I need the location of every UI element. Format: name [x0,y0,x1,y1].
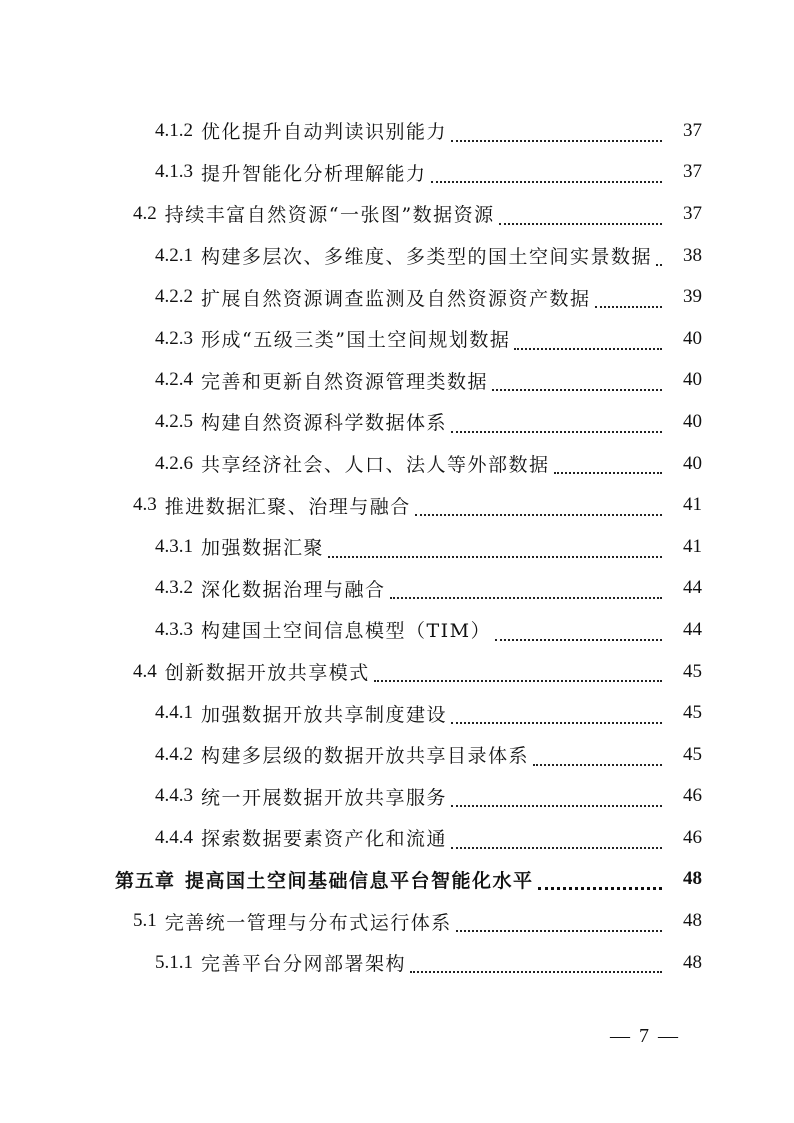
toc-entry[interactable] [0,360,794,402]
toc-dot-leader [410,970,662,973]
toc-entry[interactable] [0,526,794,568]
toc-dot-leader [554,471,662,474]
toc-dot-leader [456,929,662,932]
toc-entry-number: 5.1.1 [155,951,193,973]
toc-entry-number: 4.1.2 [155,119,193,141]
table-of-contents [0,110,794,983]
toc-entry-page: 37 [683,161,702,183]
toc-entry[interactable] [0,734,794,776]
toc-entry-page: 40 [683,369,702,391]
toc-entry-page: 40 [683,327,702,349]
toc-entry-page: 39 [683,286,702,308]
toc-entry-number: 4.2.3 [155,327,193,349]
toc-entry[interactable] [0,443,794,485]
toc-entry-title: 完善统一管理与分布式运行体系 [164,911,452,934]
toc-dot-leader [451,804,662,807]
toc-entry[interactable] [0,276,794,318]
toc-entry[interactable] [0,193,794,235]
toc-entry[interactable] [0,235,794,277]
toc-dot-leader [374,679,662,682]
toc-entry-number: 5.1 [133,910,157,932]
toc-entry-page: 37 [683,119,702,141]
toc-entry-page: 40 [683,410,702,432]
toc-entry-page: 46 [683,785,702,807]
toc-entry[interactable] [0,776,794,818]
toc-entry-page: 40 [683,452,702,474]
toc-entry-page: 45 [683,743,702,765]
toc-dot-leader [328,555,662,558]
toc-entry-page: 45 [683,660,702,682]
toc-entry-number: 4.4.2 [155,743,193,765]
toc-entry-title: 提升智能化分析理解能力 [201,162,427,185]
toc-entry-title: 深化数据治理与融合 [201,578,386,601]
toc-entry-title: 完善平台分网部署架构 [201,953,407,976]
toc-dot-leader [431,180,662,183]
toc-entry[interactable] [0,318,794,360]
toc-dot-leader [514,347,662,350]
toc-entry-number: 4.3.2 [155,577,193,599]
toc-entry[interactable] [0,152,794,194]
toc-entry-page: 48 [683,910,702,932]
toc-entry[interactable] [0,609,794,651]
toc-entry-number: 4.2.1 [155,244,193,266]
toc-dot-leader [492,388,662,391]
toc-dot-leader [538,886,662,890]
toc-entry-number: 4.3.1 [155,535,193,557]
toc-entry-title: 构建国土空间信息模型（TIM） [201,620,492,643]
toc-entry-page: 41 [683,494,702,516]
toc-entry-number: 4.3 [133,494,157,516]
toc-entry-page: 37 [683,202,702,224]
toc-dot-leader [451,721,662,724]
toc-entry-number: 4.4.1 [155,702,193,724]
toc-entry-page: 44 [683,577,702,599]
toc-dot-leader [451,846,662,849]
toc-entry[interactable] [0,110,794,152]
toc-entry-number: 4.1.3 [155,161,193,183]
toc-dot-leader [656,263,662,266]
toc-entry-number: 4.2 [133,202,157,224]
toc-entry[interactable] [0,484,794,526]
toc-entry-title: 构建多层级的数据开放共享目录体系 [201,745,530,768]
toc-dot-leader [451,430,662,433]
toc-entry[interactable] [0,692,794,734]
toc-entry[interactable] [0,900,794,942]
toc-dot-leader [595,305,662,308]
toc-entry[interactable] [0,942,794,984]
toc-dot-leader [451,139,662,142]
page-number: — 7 — [610,1025,680,1047]
toc-entry-title: 提高国土空间基础信息平台智能化水平 [185,869,534,892]
toc-entry-title: 共享经济社会、人口、法人等外部数据 [201,454,550,477]
toc-chapter-entry[interactable] [0,859,794,901]
toc-entry-number: 4.3.3 [155,618,193,640]
toc-dot-leader [415,513,662,516]
toc-entry-page: 38 [683,244,702,266]
toc-entry-title: 探索数据要素资产化和流通 [201,828,448,851]
toc-entry[interactable] [0,651,794,693]
toc-dot-leader [495,638,662,641]
toc-entry-title: 构建自然资源科学数据体系 [201,412,448,435]
toc-entry-title: 统一开展数据开放共享服务 [201,786,448,809]
toc-entry-number: 4.4.3 [155,785,193,807]
toc-entry-title: 加强数据开放共享制度建设 [201,703,448,726]
toc-entry[interactable] [0,568,794,610]
toc-entry-title: 持续丰富自然资源“一张图”数据资源 [164,204,495,227]
toc-entry-title: 优化提升自动判读识别能力 [201,121,448,144]
toc-dot-leader [533,763,662,766]
toc-entry-number: 4.2.2 [155,286,193,308]
toc-entry-number: 4.4.4 [155,826,193,848]
toc-entry-number: 4.2.4 [155,369,193,391]
toc-entry-number: 4.2.6 [155,452,193,474]
toc-entry-number: 4.2.5 [155,410,193,432]
toc-entry-title: 形成“五级三类”国土空间规划数据 [201,329,511,352]
toc-entry-page: 48 [683,951,702,973]
toc-entry[interactable] [0,817,794,859]
toc-entry-page: 45 [683,702,702,724]
toc-entry-title: 构建多层次、多维度、多类型的国土空间实景数据 [201,246,653,269]
toc-entry-number: 4.4 [133,660,157,682]
toc-entry-page: 48 [683,868,702,890]
toc-dot-leader [499,222,662,225]
toc-entry-title: 推进数据汇聚、治理与融合 [164,495,411,518]
toc-entry-title: 完善和更新自然资源管理类数据 [201,370,489,393]
toc-entry-title: 创新数据开放共享模式 [164,662,370,685]
toc-entry-page: 41 [683,535,702,557]
toc-entry[interactable] [0,401,794,443]
toc-entry-page: 44 [683,618,702,640]
toc-dot-leader [390,596,662,599]
toc-entry-number: 第五章 [115,869,176,892]
toc-entry-title: 加强数据汇聚 [201,537,325,560]
toc-entry-title: 扩展自然资源调查监测及自然资源资产数据 [201,287,591,310]
toc-entry-page: 46 [683,826,702,848]
